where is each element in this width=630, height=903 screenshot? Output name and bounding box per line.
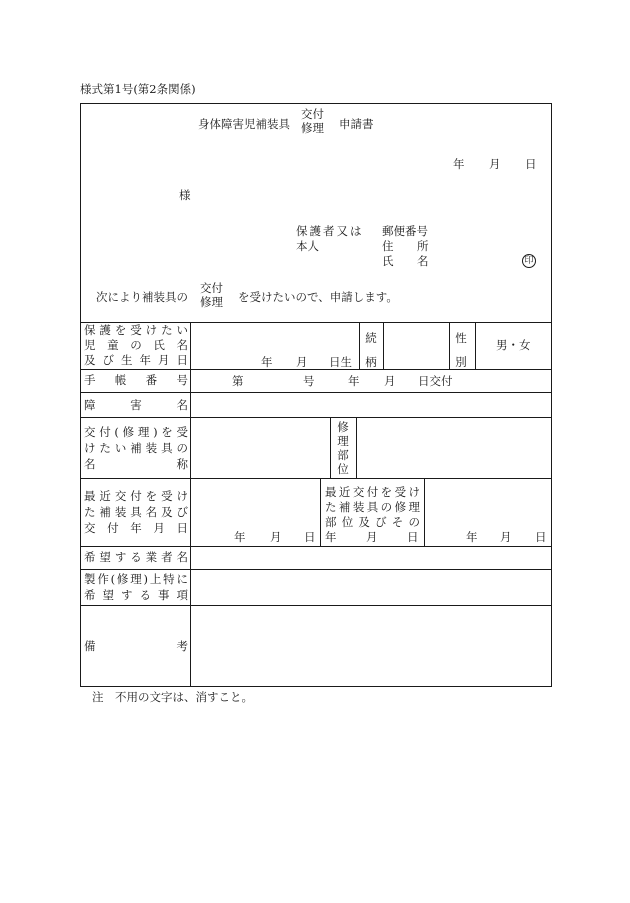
- recent-label-line-2: た補装具名及び: [84, 505, 188, 519]
- notebook-year: 年: [348, 374, 360, 388]
- row-divider: [80, 417, 552, 418]
- col-divider: [475, 322, 476, 369]
- special-label-line-1: 製作(修理)上特に: [84, 572, 188, 586]
- notebook-go: 号: [303, 374, 315, 388]
- recent-label-line-1: 最近交付を受け: [84, 489, 188, 503]
- notebook-month: 月: [384, 374, 396, 388]
- addressee-suffix: 様: [179, 188, 191, 202]
- repair-part-label: 修理部位: [337, 420, 349, 476]
- col-divider: [356, 417, 357, 478]
- row-divider: [80, 546, 552, 547]
- row-divider: [80, 605, 552, 606]
- birth-year: 年: [261, 355, 273, 369]
- intro-options: [200, 281, 223, 309]
- form-number: 様式第1号(第2条関係): [80, 82, 196, 96]
- applicant-role: 保護者又は: [296, 224, 364, 238]
- col-divider: [383, 322, 384, 369]
- date-year: 年: [453, 157, 465, 171]
- relation-label: 続柄: [365, 331, 377, 369]
- recent-repair-month: 月: [366, 530, 378, 544]
- disability-label: 障 害 名: [84, 398, 188, 412]
- child-label-line-3: 及び生年月日: [84, 353, 188, 367]
- recent-repair-line-3: 部位及びその: [325, 515, 420, 529]
- col-divider: [330, 417, 331, 478]
- title-suffix: 申請書: [339, 117, 374, 131]
- recent-year: 年: [234, 530, 246, 544]
- sex-value: 男・女: [496, 338, 531, 352]
- vendor-label: 希望する業者名: [84, 550, 188, 564]
- seal-mark: 印: [522, 254, 536, 268]
- recent-day: 日: [304, 530, 316, 544]
- child-label-line-2: 児 童 の 氏 名: [84, 338, 188, 352]
- title-option-issue: 交付: [301, 107, 324, 121]
- birth-day: 日生: [329, 355, 352, 369]
- intro-prefix: 次により補装具の: [96, 290, 188, 304]
- date-day: 日: [525, 157, 537, 171]
- device-label-line-2: けたい補装具の: [84, 441, 188, 455]
- col-divider: [359, 322, 360, 369]
- child-label-line-1: 保護を受けたい: [84, 323, 188, 337]
- address-label: 住 所: [382, 239, 435, 253]
- col-divider: [424, 478, 425, 546]
- sex-label: 性別: [455, 331, 467, 369]
- row-divider: [80, 569, 552, 570]
- label-column-divider: [190, 322, 191, 687]
- date-month: 月: [489, 157, 501, 171]
- title-options: [301, 107, 324, 135]
- name-label: 氏 名: [382, 254, 435, 268]
- row-divider: [80, 392, 552, 393]
- notebook-label: 手 帳 番 号: [84, 373, 188, 387]
- device-label-line-3: 名 称: [84, 457, 188, 471]
- applicant-role-2: 本人: [296, 239, 319, 253]
- recent-label-line-3: 交 付 年 月 日: [84, 521, 188, 535]
- recent-repair-line-1: 最近交付を受け: [325, 485, 420, 499]
- recent-repair-day-2: 日: [535, 530, 547, 544]
- birth-month: 月: [296, 355, 308, 369]
- notebook-dai: 第: [232, 374, 244, 388]
- col-divider: [320, 478, 321, 546]
- title-prefix: 身体障害児補装具: [198, 117, 290, 131]
- device-label-line-1: 交付(修理)を受: [84, 425, 188, 439]
- title-option-repair: 修理: [301, 121, 324, 135]
- postal-label: 郵便番号: [382, 224, 428, 238]
- footer-note: 注 不用の文字は、消すこと。: [92, 690, 253, 704]
- recent-repair-month-2: 月: [500, 530, 512, 544]
- recent-month: 月: [270, 530, 282, 544]
- row-divider: [80, 369, 552, 370]
- recent-repair-year: 年: [325, 530, 337, 544]
- special-label-line-2: 希 望 す る 事 項: [84, 588, 188, 602]
- intro-suffix: を受けたいので、申請します。: [238, 290, 398, 304]
- remarks-label: 備 考: [84, 639, 188, 653]
- intro-option-repair: 修理: [200, 295, 223, 309]
- col-divider: [449, 322, 450, 369]
- recent-repair-line-2: た補装具の修理: [325, 500, 420, 514]
- recent-repair-day: 日: [407, 530, 419, 544]
- recent-repair-year-2: 年: [466, 530, 478, 544]
- intro-option-issue: 交付: [200, 281, 223, 295]
- row-divider: [80, 478, 552, 479]
- notebook-issued: 日交付: [418, 374, 453, 388]
